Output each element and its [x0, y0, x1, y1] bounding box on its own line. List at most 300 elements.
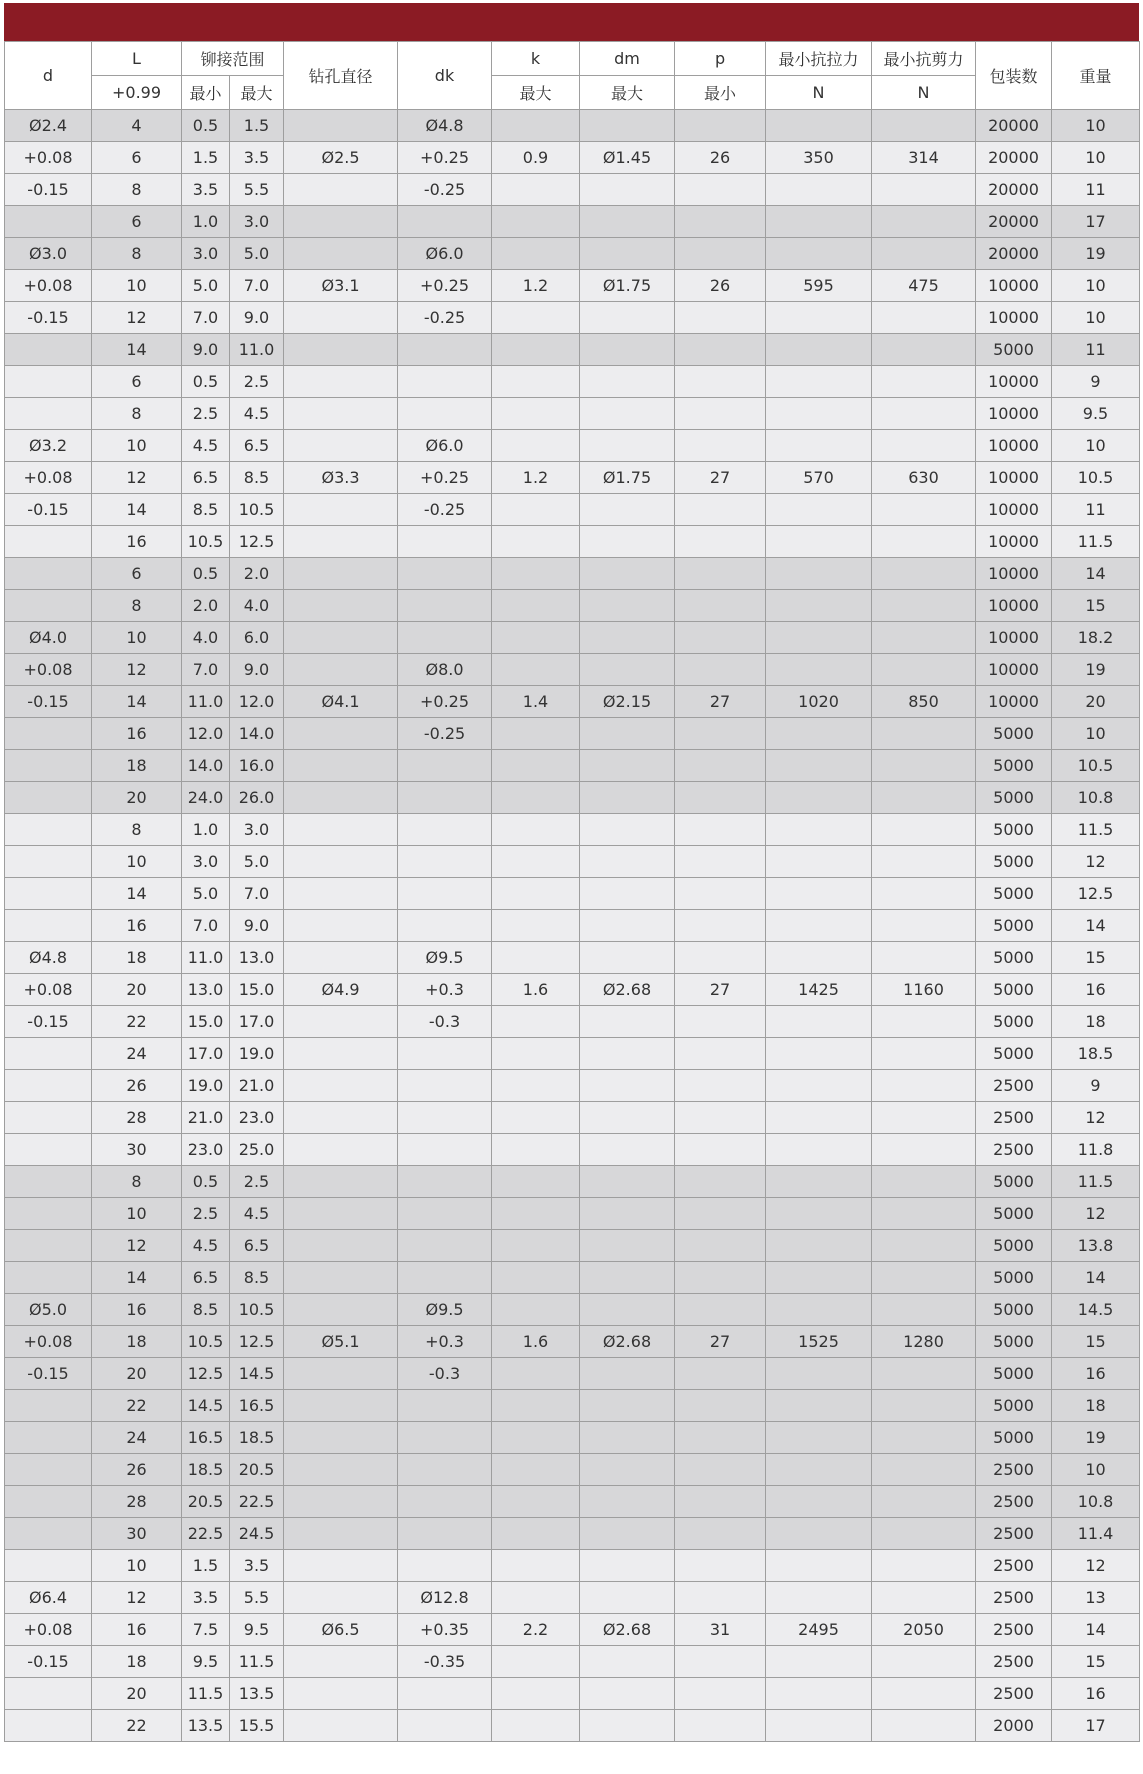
cell-drill-diameter: Ø2.5	[284, 142, 398, 174]
cell-shear	[872, 430, 976, 462]
cell-drill-diameter	[284, 366, 398, 398]
cell-grip-min: 1.0	[182, 206, 230, 238]
cell-k	[492, 1358, 580, 1390]
cell-k	[492, 1070, 580, 1102]
col-header-k: k	[492, 42, 580, 76]
cell-dm	[580, 1518, 675, 1550]
cell-shear	[872, 654, 976, 686]
cell-length: 12	[92, 1230, 182, 1262]
cell-tensile	[766, 1294, 872, 1326]
cell-length: 26	[92, 1070, 182, 1102]
cell-shear	[872, 1198, 976, 1230]
cell-shear	[872, 1262, 976, 1294]
cell-tensile	[766, 782, 872, 814]
table-row	[5, 1006, 1140, 1038]
cell-dm	[580, 1678, 675, 1710]
cell-k	[492, 622, 580, 654]
cell-dk	[398, 1262, 492, 1294]
cell-dk	[398, 1486, 492, 1518]
cell-pack-qty: 20000	[976, 174, 1052, 206]
cell-d	[5, 1134, 92, 1166]
table-row	[5, 206, 1140, 238]
cell-tensile	[766, 334, 872, 366]
cell-length: 20	[92, 974, 182, 1006]
table-body	[5, 110, 1140, 1742]
cell-pack-qty: 2500	[976, 1486, 1052, 1518]
cell-pack-qty: 20000	[976, 142, 1052, 174]
cell-p: 27	[675, 686, 766, 718]
cell-weight: 11.8	[1052, 1134, 1140, 1166]
cell-p	[675, 238, 766, 270]
cell-grip-max: 7.0	[230, 270, 284, 302]
cell-grip-min: 2.5	[182, 1198, 230, 1230]
cell-length: 10	[92, 1198, 182, 1230]
cell-tensile	[766, 398, 872, 430]
cell-pack-qty: 5000	[976, 814, 1052, 846]
cell-d	[5, 910, 92, 942]
cell-grip-max: 1.5	[230, 110, 284, 142]
cell-pack-qty: 10000	[976, 654, 1052, 686]
cell-weight: 17	[1052, 1710, 1140, 1742]
cell-d: Ø4.8	[5, 942, 92, 974]
col-header-weight: 重量	[1052, 42, 1140, 110]
table-row	[5, 558, 1140, 590]
table-row	[5, 398, 1140, 430]
cell-length: 18	[92, 1646, 182, 1678]
cell-dk	[398, 1454, 492, 1486]
cell-weight: 10	[1052, 142, 1140, 174]
cell-length: 28	[92, 1102, 182, 1134]
cell-dm	[580, 782, 675, 814]
cell-d	[5, 398, 92, 430]
cell-weight: 11	[1052, 174, 1140, 206]
cell-d	[5, 750, 92, 782]
cell-p	[675, 1454, 766, 1486]
cell-dm: Ø1.45	[580, 142, 675, 174]
table-row	[5, 910, 1140, 942]
cell-weight: 18.2	[1052, 622, 1140, 654]
cell-dk	[398, 846, 492, 878]
cell-tensile	[766, 1710, 872, 1742]
cell-grip-max: 4.0	[230, 590, 284, 622]
cell-weight: 11	[1052, 494, 1140, 526]
cell-dm	[580, 718, 675, 750]
cell-dm	[580, 430, 675, 462]
cell-dk	[398, 878, 492, 910]
cell-grip-max: 2.5	[230, 366, 284, 398]
cell-length: 16	[92, 1294, 182, 1326]
table-row	[5, 174, 1140, 206]
cell-length: 20	[92, 1678, 182, 1710]
cell-dm	[580, 1710, 675, 1742]
cell-grip-max: 6.5	[230, 1230, 284, 1262]
cell-length: 14	[92, 686, 182, 718]
cell-grip-max: 13.5	[230, 1678, 284, 1710]
cell-k	[492, 1422, 580, 1454]
cell-tensile	[766, 1518, 872, 1550]
table-row	[5, 238, 1140, 270]
cell-shear	[872, 174, 976, 206]
cell-length: 8	[92, 238, 182, 270]
cell-weight: 12	[1052, 1550, 1140, 1582]
cell-dm: Ø2.68	[580, 1614, 675, 1646]
cell-tensile	[766, 654, 872, 686]
cell-dm	[580, 1038, 675, 1070]
cell-grip-min: 23.0	[182, 1134, 230, 1166]
cell-d	[5, 1102, 92, 1134]
cell-pack-qty: 10000	[976, 622, 1052, 654]
cell-d	[5, 878, 92, 910]
cell-k	[492, 334, 580, 366]
cell-dm	[580, 558, 675, 590]
cell-pack-qty: 2000	[976, 1710, 1052, 1742]
cell-k	[492, 1198, 580, 1230]
cell-length: 12	[92, 462, 182, 494]
cell-tensile	[766, 558, 872, 590]
col-header-pack-qty: 包装数	[976, 42, 1052, 110]
table-row	[5, 1326, 1140, 1358]
cell-k: 1.4	[492, 686, 580, 718]
cell-drill-diameter	[284, 1070, 398, 1102]
cell-grip-min: 19.0	[182, 1070, 230, 1102]
cell-tensile	[766, 1582, 872, 1614]
cell-dm	[580, 1230, 675, 1262]
cell-drill-diameter	[284, 174, 398, 206]
cell-grip-max: 16.0	[230, 750, 284, 782]
cell-dk: Ø9.5	[398, 1294, 492, 1326]
cell-shear	[872, 206, 976, 238]
cell-length: 6	[92, 558, 182, 590]
cell-k	[492, 1230, 580, 1262]
cell-pack-qty: 10000	[976, 558, 1052, 590]
col-header-dk: dk	[398, 42, 492, 110]
cell-p	[675, 750, 766, 782]
cell-dm	[580, 1550, 675, 1582]
cell-tensile	[766, 1038, 872, 1070]
cell-shear: 2050	[872, 1614, 976, 1646]
cell-grip-max: 17.0	[230, 1006, 284, 1038]
cell-tensile	[766, 1198, 872, 1230]
cell-shear	[872, 814, 976, 846]
cell-weight: 12.5	[1052, 878, 1140, 910]
cell-dk: -0.25	[398, 718, 492, 750]
cell-dm	[580, 398, 675, 430]
cell-tensile: 1020	[766, 686, 872, 718]
cell-grip-min: 16.5	[182, 1422, 230, 1454]
cell-dm	[580, 238, 675, 270]
cell-shear: 850	[872, 686, 976, 718]
cell-pack-qty: 10000	[976, 302, 1052, 334]
cell-dm: Ø2.15	[580, 686, 675, 718]
cell-d	[5, 1422, 92, 1454]
cell-k	[492, 910, 580, 942]
cell-p	[675, 1102, 766, 1134]
table-row	[5, 1230, 1140, 1262]
cell-length: 26	[92, 1454, 182, 1486]
cell-weight: 10	[1052, 110, 1140, 142]
cell-k	[492, 558, 580, 590]
col-header-d: d	[5, 42, 92, 110]
cell-pack-qty: 5000	[976, 1038, 1052, 1070]
cell-weight: 11.5	[1052, 814, 1140, 846]
cell-length: 22	[92, 1390, 182, 1422]
cell-dm	[580, 910, 675, 942]
cell-grip-min: 17.0	[182, 1038, 230, 1070]
cell-d: +0.08	[5, 270, 92, 302]
table-row	[5, 750, 1140, 782]
cell-dk: +0.25	[398, 142, 492, 174]
cell-shear	[872, 1710, 976, 1742]
cell-d	[5, 366, 92, 398]
col-subheader-tensile-unit: N	[766, 76, 872, 110]
cell-d: +0.08	[5, 142, 92, 174]
cell-grip-max: 9.0	[230, 302, 284, 334]
cell-grip-max: 9.5	[230, 1614, 284, 1646]
cell-grip-max: 15.5	[230, 1710, 284, 1742]
cell-pack-qty: 2500	[976, 1582, 1052, 1614]
cell-tensile	[766, 526, 872, 558]
cell-dm	[580, 1582, 675, 1614]
cell-p	[675, 494, 766, 526]
cell-grip-max: 19.0	[230, 1038, 284, 1070]
cell-d	[5, 1070, 92, 1102]
cell-drill-diameter	[284, 1518, 398, 1550]
cell-dk	[398, 206, 492, 238]
cell-pack-qty: 10000	[976, 494, 1052, 526]
cell-d: +0.08	[5, 1614, 92, 1646]
cell-drill-diameter	[284, 1390, 398, 1422]
cell-shear	[872, 590, 976, 622]
cell-p	[675, 1294, 766, 1326]
cell-shear: 1280	[872, 1326, 976, 1358]
cell-d	[5, 334, 92, 366]
cell-pack-qty: 5000	[976, 974, 1052, 1006]
cell-weight: 10.5	[1052, 462, 1140, 494]
cell-dk	[398, 622, 492, 654]
cell-p	[675, 1486, 766, 1518]
cell-p	[675, 110, 766, 142]
cell-length: 16	[92, 1614, 182, 1646]
cell-dm	[580, 622, 675, 654]
cell-shear	[872, 942, 976, 974]
cell-d	[5, 1038, 92, 1070]
cell-d	[5, 814, 92, 846]
cell-p: 27	[675, 974, 766, 1006]
cell-p	[675, 1358, 766, 1390]
cell-grip-min: 3.0	[182, 846, 230, 878]
cell-p: 26	[675, 270, 766, 302]
cell-pack-qty: 10000	[976, 366, 1052, 398]
cell-k	[492, 1262, 580, 1294]
cell-grip-min: 3.5	[182, 1582, 230, 1614]
cell-d	[5, 526, 92, 558]
cell-tensile	[766, 622, 872, 654]
col-header-grip-range: 铆接范围	[182, 42, 284, 76]
cell-grip-max: 12.5	[230, 526, 284, 558]
cell-shear	[872, 302, 976, 334]
col-header-dm: dm	[580, 42, 675, 76]
cell-length: 18	[92, 942, 182, 974]
cell-p	[675, 1582, 766, 1614]
cell-k	[492, 1454, 580, 1486]
cell-length: 14	[92, 494, 182, 526]
cell-grip-min: 0.5	[182, 110, 230, 142]
table-row	[5, 1614, 1140, 1646]
cell-grip-min: 15.0	[182, 1006, 230, 1038]
cell-d: -0.15	[5, 1358, 92, 1390]
cell-tensile	[766, 1166, 872, 1198]
cell-weight: 10	[1052, 270, 1140, 302]
cell-shear	[872, 1230, 976, 1262]
cell-p	[675, 782, 766, 814]
cell-dm	[580, 1646, 675, 1678]
cell-grip-max: 8.5	[230, 1262, 284, 1294]
cell-weight: 10	[1052, 302, 1140, 334]
table-row	[5, 814, 1140, 846]
cell-shear	[872, 494, 976, 526]
cell-p	[675, 846, 766, 878]
cell-drill-diameter	[284, 1454, 398, 1486]
cell-grip-min: 11.0	[182, 942, 230, 974]
cell-tensile	[766, 814, 872, 846]
cell-k	[492, 942, 580, 974]
cell-drill-diameter: Ø6.5	[284, 1614, 398, 1646]
col-subheader-shear-unit: N	[872, 76, 976, 110]
cell-dm: Ø2.68	[580, 974, 675, 1006]
cell-shear	[872, 878, 976, 910]
cell-weight: 10	[1052, 1454, 1140, 1486]
cell-tensile	[766, 1102, 872, 1134]
table-row	[5, 142, 1140, 174]
col-header-drill-diameter: 钻孔直径	[284, 42, 398, 110]
cell-dm	[580, 846, 675, 878]
cell-grip-min: 10.5	[182, 526, 230, 558]
table-row	[5, 1038, 1140, 1070]
cell-grip-min: 4.0	[182, 622, 230, 654]
cell-shear	[872, 1070, 976, 1102]
cell-tensile	[766, 1134, 872, 1166]
cell-dk: +0.35	[398, 1614, 492, 1646]
cell-weight: 13.8	[1052, 1230, 1140, 1262]
cell-drill-diameter	[284, 622, 398, 654]
cell-pack-qty: 2500	[976, 1550, 1052, 1582]
cell-length: 16	[92, 718, 182, 750]
cell-p	[675, 206, 766, 238]
cell-d: Ø3.0	[5, 238, 92, 270]
cell-drill-diameter	[284, 430, 398, 462]
cell-dm	[580, 878, 675, 910]
cell-dm	[580, 1294, 675, 1326]
cell-p	[675, 1038, 766, 1070]
cell-grip-max: 4.5	[230, 398, 284, 430]
cell-dk: -0.3	[398, 1358, 492, 1390]
table-row	[5, 942, 1140, 974]
cell-weight: 11.5	[1052, 526, 1140, 558]
cell-pack-qty: 2500	[976, 1070, 1052, 1102]
cell-dk: -0.25	[398, 302, 492, 334]
cell-d	[5, 1550, 92, 1582]
cell-tensile	[766, 206, 872, 238]
cell-k	[492, 782, 580, 814]
cell-d	[5, 1518, 92, 1550]
cell-k	[492, 718, 580, 750]
cell-k	[492, 1518, 580, 1550]
cell-shear	[872, 750, 976, 782]
cell-p	[675, 1422, 766, 1454]
cell-grip-min: 3.5	[182, 174, 230, 206]
cell-dm	[580, 206, 675, 238]
cell-tensile	[766, 302, 872, 334]
cell-p	[675, 1198, 766, 1230]
cell-p	[675, 1710, 766, 1742]
cell-p: 27	[675, 462, 766, 494]
table-row	[5, 1262, 1140, 1294]
cell-drill-diameter	[284, 1198, 398, 1230]
cell-length: 16	[92, 526, 182, 558]
table-row	[5, 590, 1140, 622]
cell-drill-diameter	[284, 590, 398, 622]
cell-weight: 19	[1052, 238, 1140, 270]
cell-k	[492, 238, 580, 270]
cell-k	[492, 1582, 580, 1614]
cell-pack-qty: 20000	[976, 238, 1052, 270]
cell-weight: 12	[1052, 1102, 1140, 1134]
cell-grip-max: 9.0	[230, 654, 284, 686]
cell-k	[492, 590, 580, 622]
cell-length: 8	[92, 590, 182, 622]
cell-length: 8	[92, 1166, 182, 1198]
cell-grip-max: 5.5	[230, 1582, 284, 1614]
cell-length: 6	[92, 142, 182, 174]
cell-k: 0.9	[492, 142, 580, 174]
table-header	[5, 42, 1140, 110]
cell-d	[5, 558, 92, 590]
cell-length: 8	[92, 174, 182, 206]
cell-pack-qty: 20000	[976, 206, 1052, 238]
cell-pack-qty: 5000	[976, 846, 1052, 878]
table-row	[5, 1454, 1140, 1486]
cell-length: 10	[92, 270, 182, 302]
cell-p	[675, 910, 766, 942]
cell-grip-max: 25.0	[230, 1134, 284, 1166]
table-row	[5, 1582, 1140, 1614]
cell-pack-qty: 5000	[976, 878, 1052, 910]
cell-grip-max: 11.0	[230, 334, 284, 366]
cell-pack-qty: 10000	[976, 526, 1052, 558]
cell-length: 12	[92, 302, 182, 334]
cell-d	[5, 206, 92, 238]
cell-weight: 10	[1052, 430, 1140, 462]
table-row	[5, 494, 1140, 526]
cell-d	[5, 590, 92, 622]
cell-weight: 9	[1052, 1070, 1140, 1102]
cell-grip-max: 5.5	[230, 174, 284, 206]
cell-drill-diameter	[284, 238, 398, 270]
cell-d	[5, 1230, 92, 1262]
cell-grip-min: 1.0	[182, 814, 230, 846]
cell-dk	[398, 526, 492, 558]
cell-pack-qty: 2500	[976, 1678, 1052, 1710]
table-row	[5, 366, 1140, 398]
cell-k	[492, 814, 580, 846]
cell-dm	[580, 750, 675, 782]
cell-tensile	[766, 494, 872, 526]
cell-dk	[398, 1230, 492, 1262]
cell-weight: 10.5	[1052, 750, 1140, 782]
cell-pack-qty: 2500	[976, 1646, 1052, 1678]
cell-d: +0.08	[5, 974, 92, 1006]
cell-dk	[398, 1710, 492, 1742]
